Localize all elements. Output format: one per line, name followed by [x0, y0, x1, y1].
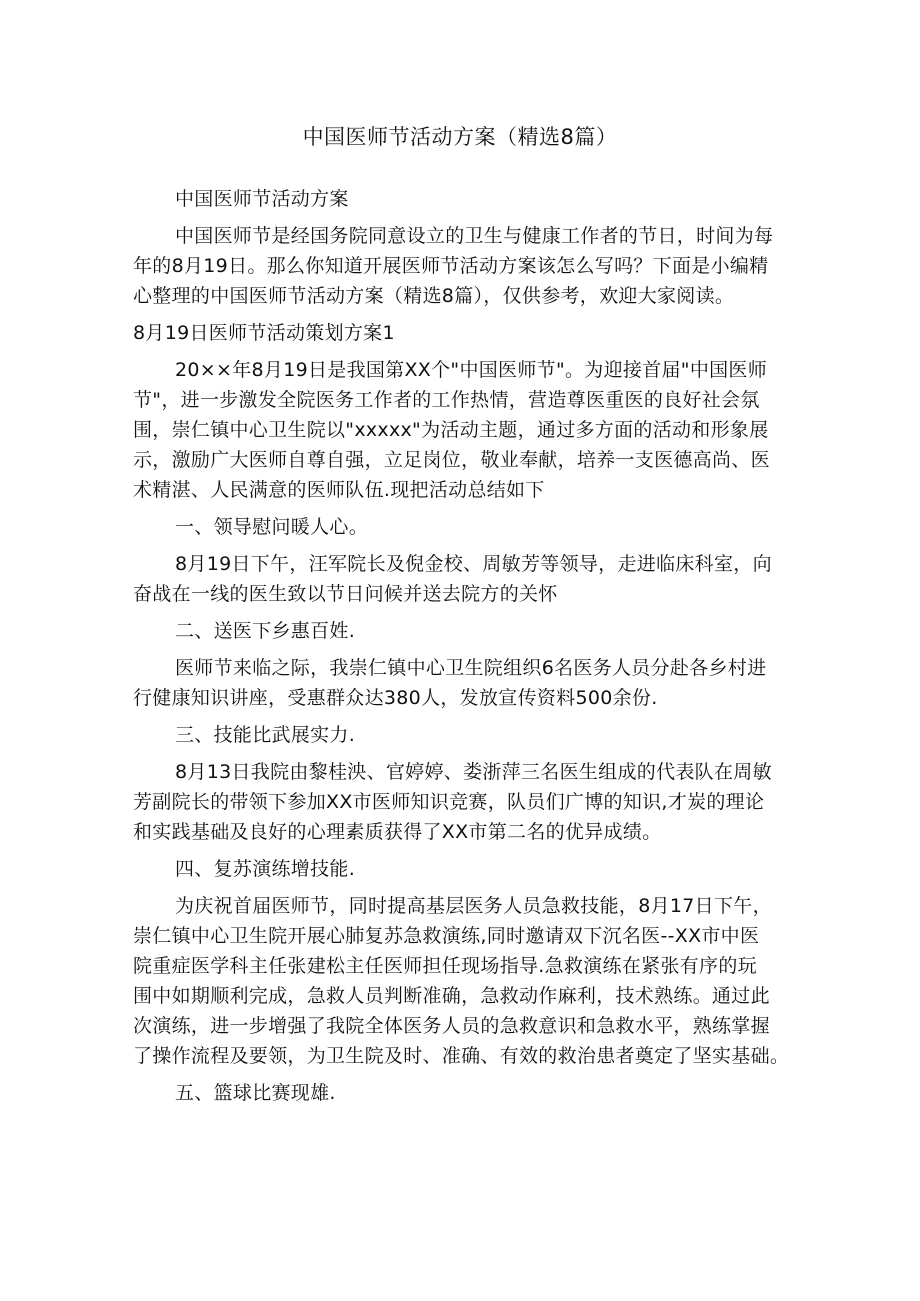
document-title: 中国医师节活动方案（精选8篇） [302, 125, 618, 149]
paragraph-line: 8月13日我院由黎桂泱、官婷婷、娄浙萍三名医生组成的代表队在周敏 [175, 761, 772, 783]
paragraph [133, 757, 793, 854]
paragraph-line: 20××年8月19日是我国第XX个"中国医师节"。为迎接首届"中国医师 [175, 359, 768, 381]
paragraph-line: 次演练，进一步增强了我院全体医务人员的急救意识和急救水平，熟练掌握 [133, 1015, 770, 1037]
paragraph [133, 221, 793, 318]
paragraph-line: 术精湛、人民满意的医师队伍.现把活动总结如下 [133, 479, 545, 501]
paragraph-line: 围中如期顺利完成，急救人员判断准确，急救动作麻利，技术熟练。通过此 [133, 985, 770, 1007]
paragraph-line: 奋战在一线的医生致以节日问候并送去院方的关怀 [133, 583, 558, 605]
paragraph-line: 崇仁镇中心卫生院开展心肺复苏急救演练,同时邀请双下沉名医--XX市中医 [133, 925, 760, 947]
paragraph-line: 五、篮球比赛现雄. [175, 1082, 336, 1104]
paragraph-line: 和实践基础及良好的心理素质获得了XX市第二名的优异成绩。 [133, 821, 662, 843]
paragraph-line: 四、复苏演练增技能. [175, 858, 356, 880]
paragraph [133, 184, 793, 221]
paragraph-line: 芳副院长的带领下参加XX市医师知识竞赛，队员们广博的知识,才炭的理论 [133, 791, 765, 813]
paragraph [133, 1078, 793, 1115]
document-body [133, 184, 793, 1115]
paragraph-line: 一、领导慰问暖人心。 [175, 516, 369, 538]
paragraph-line: 中国医师节活动方案 [175, 188, 349, 210]
paragraph [133, 512, 793, 549]
paragraph [133, 616, 793, 653]
paragraph-line: 示，激励广大医师自尊自强，立足岗位，敬业奉献，培养一支医德高尚、医 [133, 449, 770, 471]
paragraph [133, 318, 793, 355]
paragraph-line: 了操作流程及要领，为卫生院及时、准确、有效的救治患者奠定了坚实基础。 [133, 1045, 790, 1067]
paragraph-line: 节"，进一步激发全院医务工作者的工作热情，营造尊医重医的良好社会氛 [133, 389, 760, 411]
paragraph-line: 行健康知识讲座，受惠群众达380人，发放宣传资料500余份. [133, 687, 658, 709]
paragraph [133, 355, 793, 512]
paragraph-line: 为庆祝首届医师节，同时提高基层医务人员急救技能，8月17日下午， [175, 895, 772, 917]
paragraph-line: 三、技能比武展实力. [175, 724, 356, 746]
paragraph-line: 院重症医学科主任张建松主任医师担任现场指导.急救演练在紧张有序的玩 [133, 955, 757, 977]
paragraph [133, 720, 793, 757]
paragraph-line: 二、送医下乡惠百姓. [175, 620, 356, 642]
paragraph [133, 891, 793, 1078]
paragraph-line: 8月19日医师节活动策划方案1 [133, 322, 395, 344]
paragraph-line: 医师节来临之际，我崇仁镇中心卫生院组织6名医务人员分赴各乡村进 [175, 657, 767, 679]
paragraph-line: 年的8月19日。那么你知道开展医师节活动方案该怎么写吗？下面是小编精 [133, 255, 769, 277]
paragraph-line: 心整理的中国医师节活动方案（精选8篇），仅供参考，欢迎大家阅读。 [133, 285, 735, 307]
paragraph [133, 653, 793, 720]
paragraph [133, 549, 793, 616]
paragraph-line: 8月19日下午，汪军院长及倪金校、周敏芳等领导，走进临床科室，向 [175, 553, 772, 575]
paragraph-line: 围，崇仁镇中心卫生院以"xxxxx"为活动主题，通过多方面的活动和形象展 [133, 419, 769, 441]
paragraph [133, 854, 793, 891]
paragraph-line: 中国医师节是经国务院同意设立的卫生与健康工作者的节日，时间为每 [175, 225, 774, 247]
